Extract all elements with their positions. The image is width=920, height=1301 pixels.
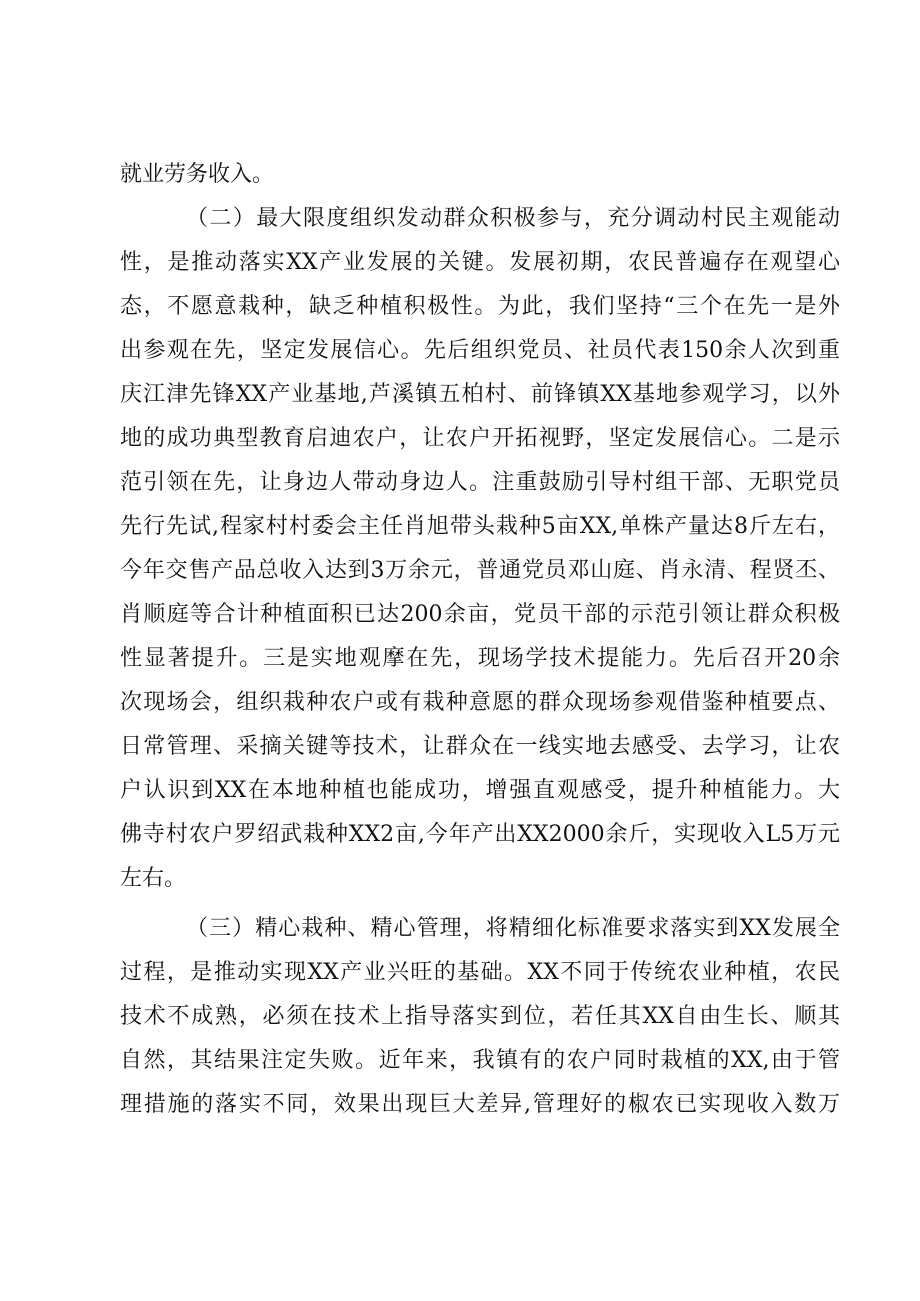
text-line: 日常管理、采摘关键等技术，让群众在一线实地去感受、去学习，让农 <box>120 734 840 759</box>
text-line: 过程，是推动实现XX产业兴旺的基础。XX不同于传统农业种植，农民 <box>120 960 840 985</box>
text-line: 佛寺村农户罗绍武栽种XX2亩,今年产出XX2000余斤，实现收入L5万元 <box>120 822 840 847</box>
text-line: 次现场会，组织栽种农户或有栽种意愿的群众现场参观借鉴种植要点、 <box>120 690 840 715</box>
text-line: 地的成功典型教育启迪农户，让农户开拓视野，坚定发展信心。二是示 <box>120 426 840 451</box>
text-line: 户认识到XX在本地种植也能成功，增强直观感受，提升种植能力。大 <box>120 778 840 803</box>
text-line: 性显著提升。三是实地观摩在先，现场学技术提能力。先后召开20余 <box>120 646 840 671</box>
text-line: 性，是推动落实XX产业发展的关键。发展初期，农民普遍存在观望心 <box>120 250 840 275</box>
text-line: 理措施的落实不同，效果出现巨大差异,管理好的椒农已实现收入数万 <box>120 1092 840 1117</box>
text-line: 范引领在先，让身边人带动身边人。注重鼓励引导村组干部、无职党员 <box>120 470 840 495</box>
text-line: 今年交售产品总收入达到3万余元，普通党员邓山庭、肖永清、程贤丕、 <box>120 558 840 583</box>
text-line: （二）最大限度组织发动群众积极参与，充分调动村民主观能动 <box>186 206 840 231</box>
text-line: 技术不成熟，必须在技术上指导落实到位，若任其XX自由生长、顺其 <box>120 1004 840 1029</box>
text-line: 态，不愿意栽种，缺乏种植积极性。为此，我们坚持“三个在先一是外 <box>120 294 840 319</box>
text-line: 庆江津先锋XX产业基地,芦溪镇五柏村、前锋镇XX基地参观学习，以外 <box>120 382 840 407</box>
text-line: 出参观在先，坚定发展信心。先后组织党员、社员代表150余人次到重 <box>120 338 840 363</box>
text-line: 就业劳务收入。 <box>120 162 275 187</box>
paragraph <box>120 907 840 1127</box>
text-line: 先行先试,程家村村委会主任肖旭带头栽种5亩XX,单株产量达8斤左右， <box>120 514 840 539</box>
text-line: 肖顺庭等合计种植面积已达200余亩，党员干部的示范引领让群众积极 <box>120 602 840 627</box>
text-line: 自然，其结果注定失败。近年来，我镇有的农户同时栽植的XX,由于管 <box>120 1048 840 1073</box>
paragraph <box>120 153 840 197</box>
document-body <box>120 153 840 1127</box>
text-line: （三）精心栽种、精心管理，将精细化标准要求落实到XX发展全 <box>186 916 840 941</box>
paragraph <box>120 197 840 901</box>
text-line: 左右。 <box>120 866 187 891</box>
